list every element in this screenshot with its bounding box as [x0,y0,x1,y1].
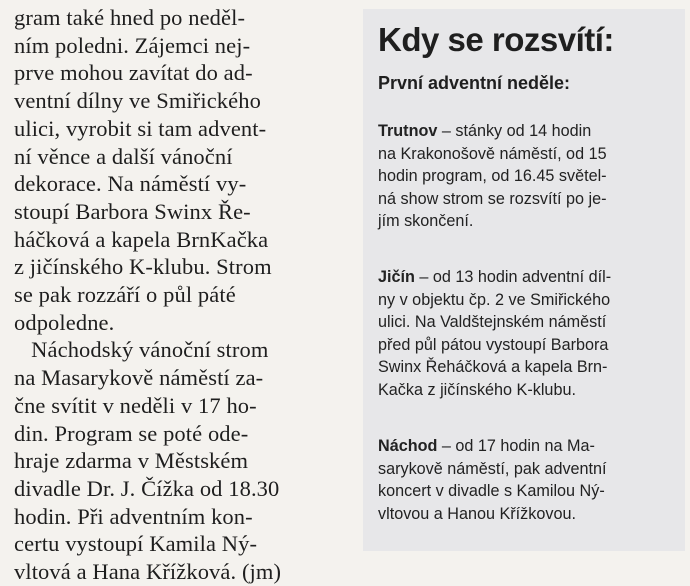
entry-line: jím skončení. [378,212,474,231]
entry-trutnov [378,120,678,233]
article-line: prve mohou zavítat do ad- [14,60,253,86]
sidebar-box [363,9,685,551]
article-line: certu vystoupí Kamila Ný- [14,531,258,557]
entry-line: ny v objektu čp. 2 ve Smiřického [378,290,611,309]
entry-text: – od 13 hodin adventní díl- [414,268,612,286]
entry-text: – stánky od 14 hodin [437,122,592,140]
sidebar-subtitle: První adventní neděle: [378,73,571,93]
entry-line: ulici. Na Valdštejnském náměstí [378,313,607,332]
article-line: čne svítit v neděli v 17 ho- [14,392,257,418]
entry-line [378,120,678,143]
entry-text: – od 17 hodin na Ma- [437,437,595,455]
entry-town: Jičín [378,268,415,286]
entry-line: Swinx Řeháčková a kapela Brn- [378,358,608,377]
sidebar-title: Kdy se rozsvítí: [378,21,614,58]
entry-line [378,435,678,458]
entry-jicin [378,266,678,402]
article-line: din. Program se poté ode- [14,420,249,446]
entry-line: sarykově náměstí, pak adventní [378,459,607,478]
entry-line: před půl pátou vystoupí Barbora [378,335,609,354]
article-line: z jičínského K-klubu. Strom [14,254,272,280]
entry-line: na Krakonošově náměstí, od 15 [378,144,607,163]
article-line: na Masarykově náměstí za- [14,365,264,391]
article-line: háčková a kapela BrnKačka [14,226,269,252]
entry-town: Trutnov [378,122,438,140]
entry-line [378,266,678,289]
article-line: vltová a Hana Křížková. (jm) [14,559,282,585]
article-line: ulici, vyrobit si tam advent- [14,115,267,141]
article-line: se pak rozzáří o půl páté [14,282,236,308]
article-line: stoupí Barbora Swinx Ře- [14,198,251,224]
entry-line: ná show strom se rozsvítí po je- [378,189,607,208]
entry-line: hodin program, od 16.45 světel- [378,167,607,186]
article-line: gram také hned po neděl- [14,5,246,30]
article-line: dekorace. Na náměstí vy- [14,171,247,197]
entry-line: Kačka z jičínského K-klubu. [378,380,576,399]
article-line: Náchodský vánoční strom [14,337,269,363]
article-line: hraje zdarma v Městském [14,448,249,474]
article-line: ventní dílny ve Smiřického [14,88,261,114]
article-line: divadle Dr. J. Čížka od 18.30 [14,475,280,501]
article-line: ním poledni. Zájemci nej- [14,32,251,58]
article-line: ní věnce a další vánoční [14,143,233,169]
entry-town: Náchod [378,437,438,455]
entry-line: koncert v divadle s Kamilou Ný- [378,482,605,501]
entry-line: vltovou a Hanou Křížkovou. [378,504,576,523]
article-column [14,4,336,586]
article-line: hodin. Při adventním kon- [14,503,253,529]
article-line: odpoledne. [14,309,115,335]
entry-nachod [378,435,678,525]
